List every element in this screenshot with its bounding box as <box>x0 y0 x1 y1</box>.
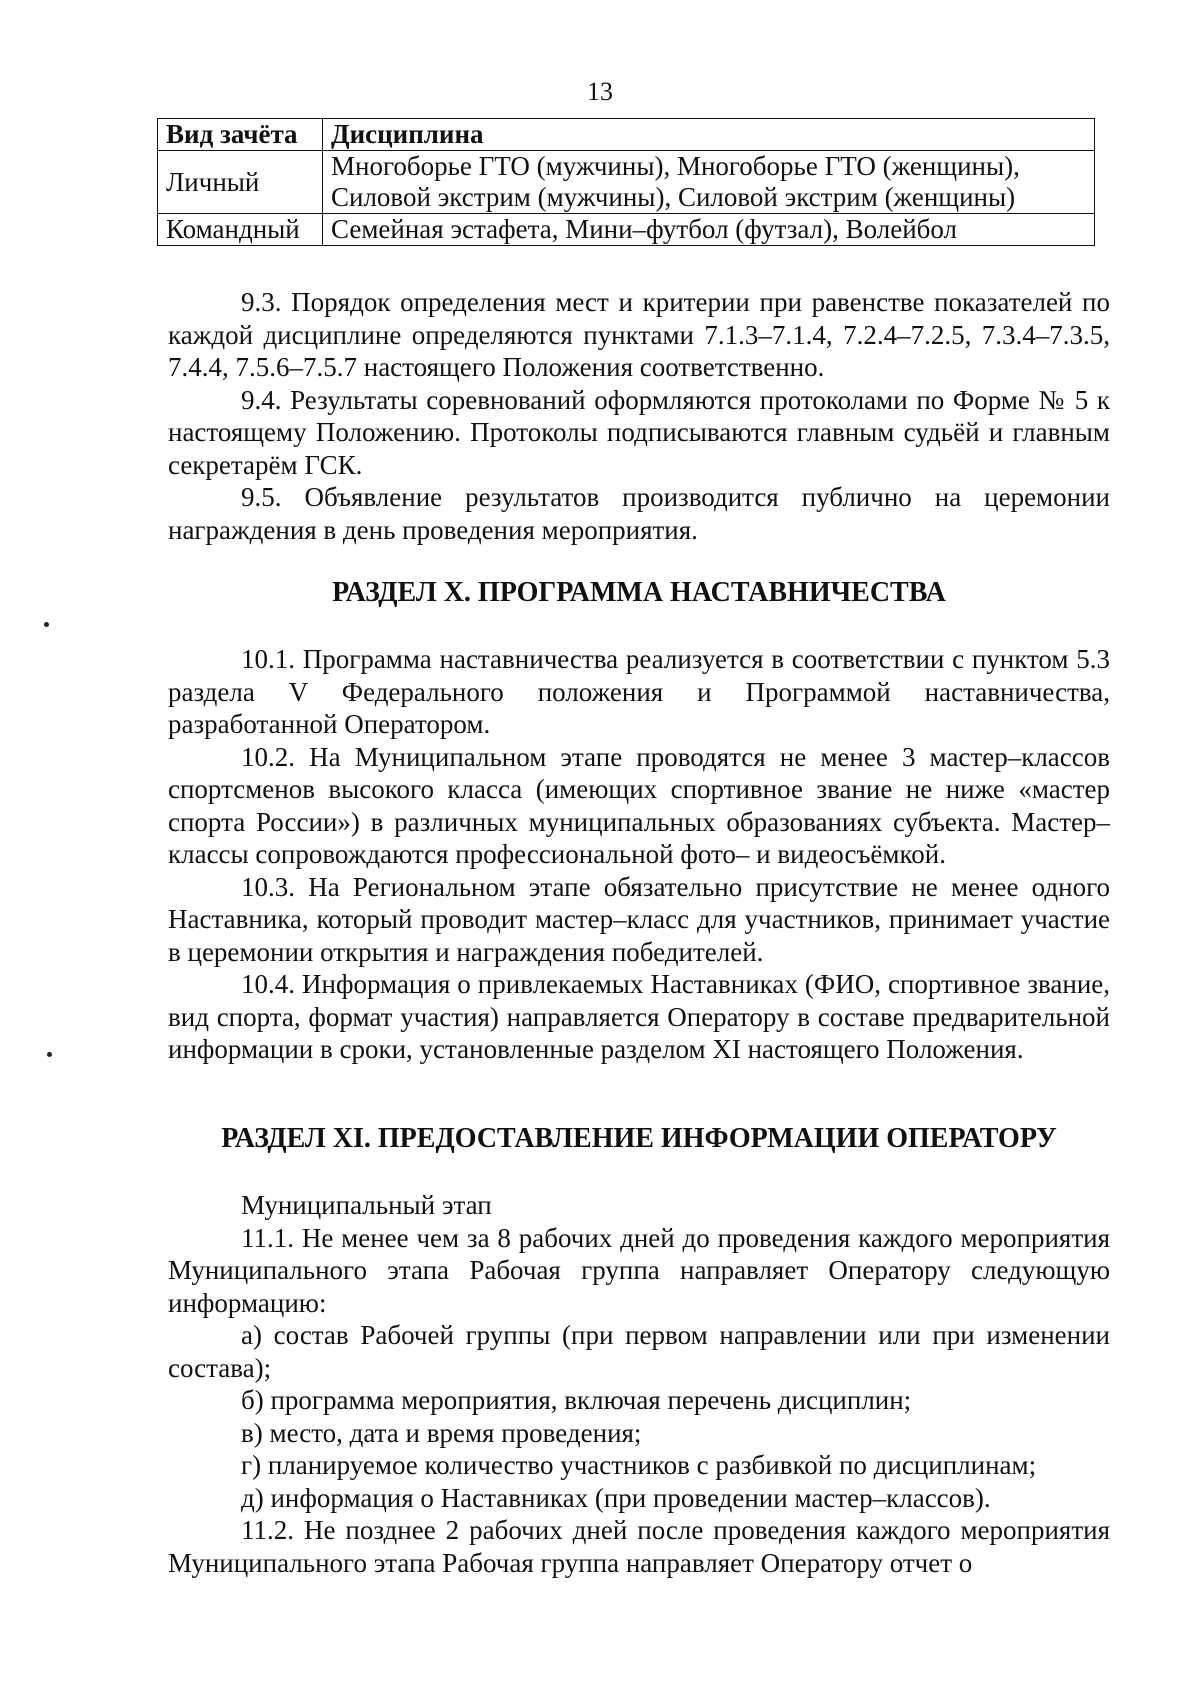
table-header-discipline: Дисциплина <box>323 119 1095 151</box>
section-11-text <box>168 1189 1110 1579</box>
scan-speck <box>47 1052 52 1057</box>
disciplines-table <box>157 118 1095 246</box>
table-row <box>158 151 1095 214</box>
list-item-g: г) планируемое количество участников с разбивкой по дисциплинам; <box>241 1450 1037 1480</box>
list-item-a: а) состав Рабочей группы (при первом направлении или при изменении состава); <box>168 1320 1110 1383</box>
list-item-b: б) программа мероприятия, включая перечень дисциплин; <box>241 1385 912 1415</box>
table-header-kind: Вид зачёта <box>158 119 323 151</box>
table-cell-disciplines: Многоборье ГТО (мужчины), Многоборье ГТО (женщины), Силовой экстрим (мужчины), Силовой экстрим (женщины) <box>323 151 1095 214</box>
scan-speck <box>44 622 49 627</box>
section-11-heading: РАЗДЕЛ XI. ПРЕДОСТАВЛЕНИЕ ИНФОРМАЦИИ ОПЕРАТОРУ <box>221 1123 1057 1154</box>
table-cell-kind: Личный <box>158 151 323 214</box>
table-row <box>158 214 1095 246</box>
list-item-d: д) информация о Наставниках (при проведении мастер–классов). <box>241 1482 991 1513</box>
paragraph-9-5: 9.5. Объявление результатов производится публично на церемонии награждения в день проведения мероприятия. <box>168 482 1110 545</box>
section-10-heading: РАЗДЕЛ X. ПРОГРАММА НАСТАВНИЧЕСТВА <box>332 577 946 608</box>
paragraph-10-3: 10.3. На Региональном этапе обязательно присутствие не менее одного Наставника, который проводит мастер–класс для участников, принимает участие в церемонии открытия и награждения победителей. <box>168 871 1110 967</box>
section-9-text <box>168 286 1110 546</box>
paragraph-9-4: 9.4. Результаты соревнований оформляются протоколами по Форме № 5 к настоящему Положению. Протоколы подписываются главным судьёй и главным секретарём ГСК. <box>168 384 1110 480</box>
paragraph-10-4: 10.4. Информация о привлекаемых Наставниках (ФИО, спортивное звание, вид спорта, формат участия) направляется Оператору в составе предварительной информации в сроки, установленные разделом XI настоящего Положения. <box>168 969 1110 1064</box>
page-number: 13 <box>587 77 613 106</box>
paragraph-11-1: 11.1. Не менее чем за 8 рабочих дней до проведения каждого мероприятия Муниципального этапа Рабочая группа направляет Оператору следующую информацию: <box>168 1222 1110 1318</box>
list-item-v: в) место, дата и время проведения; <box>241 1417 642 1448</box>
subheading-municipal-stage: Муниципальный этап <box>241 1190 492 1220</box>
table-cell-kind: Командный <box>158 214 323 246</box>
table-header-row <box>158 119 1095 151</box>
section-10-text <box>168 643 1110 1066</box>
table-cell-disciplines: Семейная эстафета, Мини–футбол (футзал), Волейбол <box>323 214 1095 246</box>
paragraph-10-1: 10.1. Программа наставничества реализуется в соответствии с пунктом 5.3 раздела V Федерального положения и Программой наставничества, разработанной Оператором. <box>168 644 1110 739</box>
paragraph-9-3: 9.3. Порядок определения мест и критерии при равенстве показателей по каждой дисциплине определяются пунктами 7.1.3–7.1.4, 7.2.4–7.2.5, 7.3.4–7.3.5, 7.4.4, 7.5.6–7.5.7 настоящего Положения соответственно. <box>168 287 1110 382</box>
paragraph-10-2: 10.2. На Муниципальном этапе проводятся не менее 3 мастер–классов спортсменов высокого класса (имеющих спортивное звание не ниже «мастер спорта России») в различных муниципальных образованиях субъекта. Мастер–классы сопровождаются профессиональной фото– и видеосъёмкой. <box>168 741 1110 869</box>
paragraph-11-2: 11.2. Не позднее 2 рабочих дней после проведения каждого мероприятия Муниципального этапа Рабочая группа направляет Оператору отчет о <box>168 1515 1110 1578</box>
